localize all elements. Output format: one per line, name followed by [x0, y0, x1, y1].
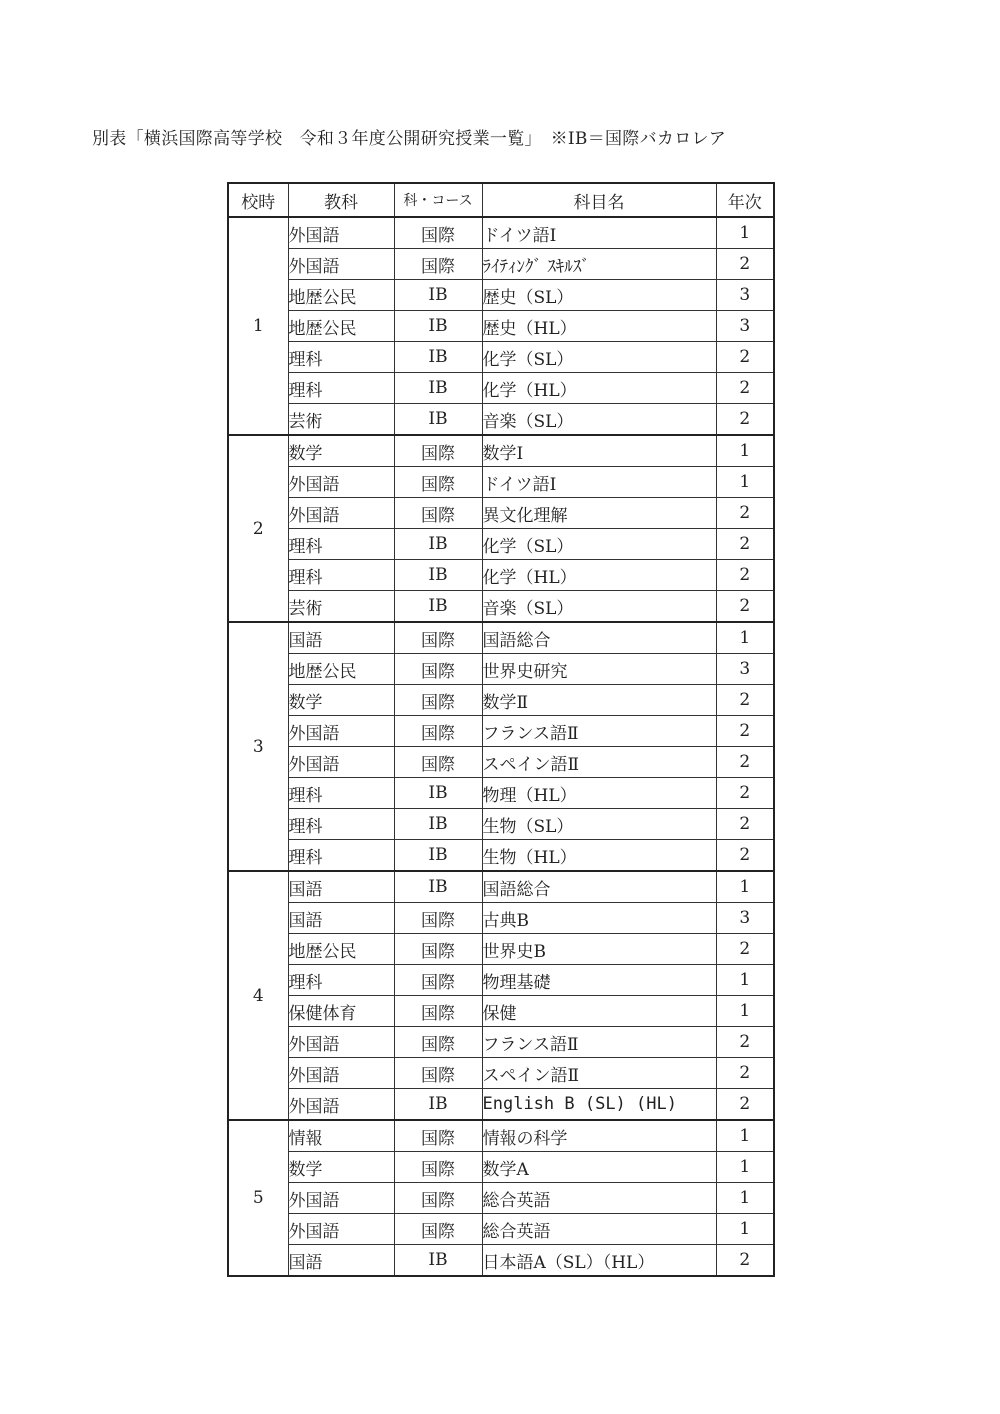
table-row	[228, 249, 774, 280]
subject-name-cell: スペイン語Ⅱ	[482, 747, 716, 778]
header-course: 科・コース	[394, 183, 482, 217]
grade-cell: 1	[716, 435, 774, 467]
course-cell: 国際	[394, 1214, 482, 1245]
subject-name-cell: 歴史（HL）	[482, 311, 716, 342]
subject-name-cell: 世界史研究	[482, 654, 716, 685]
subject-name-cell: 音楽（SL）	[482, 591, 716, 623]
table-row	[228, 685, 774, 716]
subject-cell: 数学	[288, 435, 394, 467]
grade-cell: 1	[716, 217, 774, 249]
subject-name-cell: 保健	[482, 996, 716, 1027]
table-row	[228, 311, 774, 342]
subject-name-cell: 化学（SL）	[482, 342, 716, 373]
subject-name-cell: English B (SL) (HL)	[482, 1089, 716, 1121]
table-row	[228, 840, 774, 872]
grade-cell: 2	[716, 404, 774, 436]
subject-name-cell: フランス語Ⅱ	[482, 1027, 716, 1058]
course-cell: 国際	[394, 217, 482, 249]
document-heading: 別表「横浜国際高等学校 令和３年度公開研究授業一覧」 ※IB＝国際バカロレア	[92, 129, 727, 149]
subject-cell: 理科	[288, 965, 394, 996]
course-cell: IB	[394, 311, 482, 342]
subject-cell: 理科	[288, 342, 394, 373]
course-cell: 国際	[394, 965, 482, 996]
header-grade: 年次	[716, 183, 774, 217]
course-cell: 国際	[394, 903, 482, 934]
subject-name-cell: 化学（HL）	[482, 373, 716, 404]
table-row	[228, 903, 774, 934]
grade-cell: 1	[716, 467, 774, 498]
subject-name-cell: ドイツ語Ⅰ	[482, 467, 716, 498]
grade-cell: 2	[716, 747, 774, 778]
table-row	[228, 1120, 774, 1152]
subject-name-cell: 物理基礎	[482, 965, 716, 996]
course-cell: 国際	[394, 498, 482, 529]
table-row	[228, 996, 774, 1027]
header-period: 校時	[228, 183, 288, 217]
subject-name-cell: 音楽（SL）	[482, 404, 716, 436]
course-cell: IB	[394, 342, 482, 373]
subject-cell: 数学	[288, 1152, 394, 1183]
subject-name-cell: 総合英語	[482, 1214, 716, 1245]
course-cell: 国際	[394, 685, 482, 716]
table-row	[228, 654, 774, 685]
grade-cell: 2	[716, 934, 774, 965]
grade-cell: 3	[716, 311, 774, 342]
subject-cell: 理科	[288, 840, 394, 872]
grade-cell: 2	[716, 1245, 774, 1277]
course-cell: 国際	[394, 1120, 482, 1152]
subject-name-cell: ドイツ語Ⅰ	[482, 217, 716, 249]
subject-cell: 地歴公民	[288, 654, 394, 685]
subject-cell: 芸術	[288, 591, 394, 623]
grade-cell: 1	[716, 996, 774, 1027]
grade-cell: 2	[716, 249, 774, 280]
subject-cell: 外国語	[288, 1058, 394, 1089]
grade-cell: 1	[716, 1152, 774, 1183]
subject-name-cell: 情報の科学	[482, 1120, 716, 1152]
course-cell: 国際	[394, 1027, 482, 1058]
course-cell: IB	[394, 529, 482, 560]
table-row	[228, 934, 774, 965]
subject-cell: 数学	[288, 685, 394, 716]
subject-cell: 理科	[288, 529, 394, 560]
subject-name-cell: 生物（SL）	[482, 809, 716, 840]
grade-cell: 2	[716, 373, 774, 404]
grade-cell: 2	[716, 809, 774, 840]
course-cell: IB	[394, 840, 482, 872]
subject-name-cell: 総合英語	[482, 1183, 716, 1214]
table-row	[228, 1183, 774, 1214]
table-row	[228, 809, 774, 840]
period-group	[228, 435, 774, 622]
subject-cell: 地歴公民	[288, 934, 394, 965]
subject-cell: 外国語	[288, 747, 394, 778]
subject-name-cell: 国語総合	[482, 871, 716, 903]
table-row	[228, 529, 774, 560]
table-row	[228, 342, 774, 373]
table-row	[228, 1245, 774, 1277]
subject-name-cell: 世界史B	[482, 934, 716, 965]
course-cell: 国際	[394, 996, 482, 1027]
grade-cell: 2	[716, 716, 774, 747]
course-cell: 国際	[394, 654, 482, 685]
subject-cell: 地歴公民	[288, 280, 394, 311]
subject-cell: 芸術	[288, 404, 394, 436]
period-number: 2	[228, 435, 288, 622]
subject-cell: 理科	[288, 373, 394, 404]
grade-cell: 2	[716, 591, 774, 623]
grade-cell: 2	[716, 778, 774, 809]
table-row	[228, 1027, 774, 1058]
subject-cell: 国語	[288, 622, 394, 654]
grade-cell: 2	[716, 560, 774, 591]
table-row	[228, 965, 774, 996]
grade-cell: 3	[716, 280, 774, 311]
course-cell: 国際	[394, 716, 482, 747]
grade-cell: 1	[716, 622, 774, 654]
lesson-table	[227, 182, 775, 1277]
table-row	[228, 1214, 774, 1245]
course-cell: IB	[394, 778, 482, 809]
course-cell: 国際	[394, 467, 482, 498]
period-number: 3	[228, 622, 288, 871]
subject-name-cell: 日本語A（SL）（HL）	[482, 1245, 716, 1277]
grade-cell: 2	[716, 1027, 774, 1058]
subject-name-cell: 化学（HL）	[482, 560, 716, 591]
subject-cell: 外国語	[288, 467, 394, 498]
subject-name-cell: 数学A	[482, 1152, 716, 1183]
table-row	[228, 1058, 774, 1089]
subject-cell: 国語	[288, 903, 394, 934]
table-row	[228, 778, 774, 809]
grade-cell: 2	[716, 342, 774, 373]
grade-cell: 2	[716, 1058, 774, 1089]
course-cell: IB	[394, 560, 482, 591]
subject-name-cell: スペイン語Ⅱ	[482, 1058, 716, 1089]
subject-name-cell: 国語総合	[482, 622, 716, 654]
grade-cell: 2	[716, 529, 774, 560]
subject-cell: 保健体育	[288, 996, 394, 1027]
table-header-row	[228, 183, 774, 217]
grade-cell: 1	[716, 1120, 774, 1152]
course-cell: IB	[394, 1245, 482, 1277]
table-row	[228, 404, 774, 436]
subject-name-cell: ﾗｲﾃｨﾝｸﾞ ｽｷﾙｽﾞ	[482, 249, 716, 280]
period-group	[228, 622, 774, 871]
subject-name-cell: 異文化理解	[482, 498, 716, 529]
grade-cell: 2	[716, 840, 774, 872]
table-row	[228, 467, 774, 498]
subject-name-cell: 生物（HL）	[482, 840, 716, 872]
subject-cell: 外国語	[288, 498, 394, 529]
subject-cell: 外国語	[288, 1214, 394, 1245]
table-row	[228, 1152, 774, 1183]
grade-cell: 1	[716, 1214, 774, 1245]
table-row	[228, 373, 774, 404]
period-group	[228, 1120, 774, 1276]
subject-name-cell: フランス語Ⅱ	[482, 716, 716, 747]
subject-cell: 国語	[288, 871, 394, 903]
course-cell: IB	[394, 280, 482, 311]
course-cell: IB	[394, 404, 482, 436]
grade-cell: 2	[716, 685, 774, 716]
grade-cell: 1	[716, 1183, 774, 1214]
period-number: 5	[228, 1120, 288, 1276]
subject-cell: 外国語	[288, 716, 394, 747]
header-subject-name: 科目名	[482, 183, 716, 217]
course-cell: IB	[394, 871, 482, 903]
grade-cell: 3	[716, 903, 774, 934]
table-row	[228, 560, 774, 591]
subject-name-cell: 化学（SL）	[482, 529, 716, 560]
subject-cell: 外国語	[288, 1183, 394, 1214]
subject-cell: 外国語	[288, 217, 394, 249]
grade-cell: 1	[716, 965, 774, 996]
course-cell: 国際	[394, 934, 482, 965]
subject-name-cell: 歴史（SL）	[482, 280, 716, 311]
subject-cell: 外国語	[288, 1027, 394, 1058]
grade-cell: 3	[716, 654, 774, 685]
course-cell: 国際	[394, 747, 482, 778]
course-cell: 国際	[394, 1152, 482, 1183]
table-row	[228, 280, 774, 311]
table-row	[228, 747, 774, 778]
grade-cell: 2	[716, 1089, 774, 1121]
table-row	[228, 217, 774, 249]
grade-cell: 1	[716, 871, 774, 903]
subject-name-cell: 古典B	[482, 903, 716, 934]
subject-name-cell: 数学Ⅱ	[482, 685, 716, 716]
subject-name-cell: 数学Ⅰ	[482, 435, 716, 467]
course-cell: 国際	[394, 1058, 482, 1089]
course-cell: IB	[394, 591, 482, 623]
course-cell: 国際	[394, 435, 482, 467]
subject-cell: 理科	[288, 560, 394, 591]
subject-cell: 地歴公民	[288, 311, 394, 342]
table-row	[228, 716, 774, 747]
header-subject: 教科	[288, 183, 394, 217]
subject-name-cell: 物理（HL）	[482, 778, 716, 809]
period-group	[228, 871, 774, 1120]
table-row	[228, 871, 774, 903]
subject-cell: 理科	[288, 809, 394, 840]
table-row	[228, 435, 774, 467]
period-number: 4	[228, 871, 288, 1120]
course-cell: 国際	[394, 249, 482, 280]
course-cell: IB	[394, 373, 482, 404]
course-cell: 国際	[394, 622, 482, 654]
course-cell: IB	[394, 1089, 482, 1121]
subject-cell: 外国語	[288, 249, 394, 280]
subject-cell: 情報	[288, 1120, 394, 1152]
subject-cell: 理科	[288, 778, 394, 809]
table-row	[228, 622, 774, 654]
table-row	[228, 591, 774, 623]
subject-cell: 国語	[288, 1245, 394, 1277]
table-row	[228, 1089, 774, 1121]
table-row	[228, 498, 774, 529]
grade-cell: 2	[716, 498, 774, 529]
period-number: 1	[228, 217, 288, 435]
subject-cell: 外国語	[288, 1089, 394, 1121]
course-cell: IB	[394, 809, 482, 840]
course-cell: 国際	[394, 1183, 482, 1214]
period-group	[228, 217, 774, 435]
